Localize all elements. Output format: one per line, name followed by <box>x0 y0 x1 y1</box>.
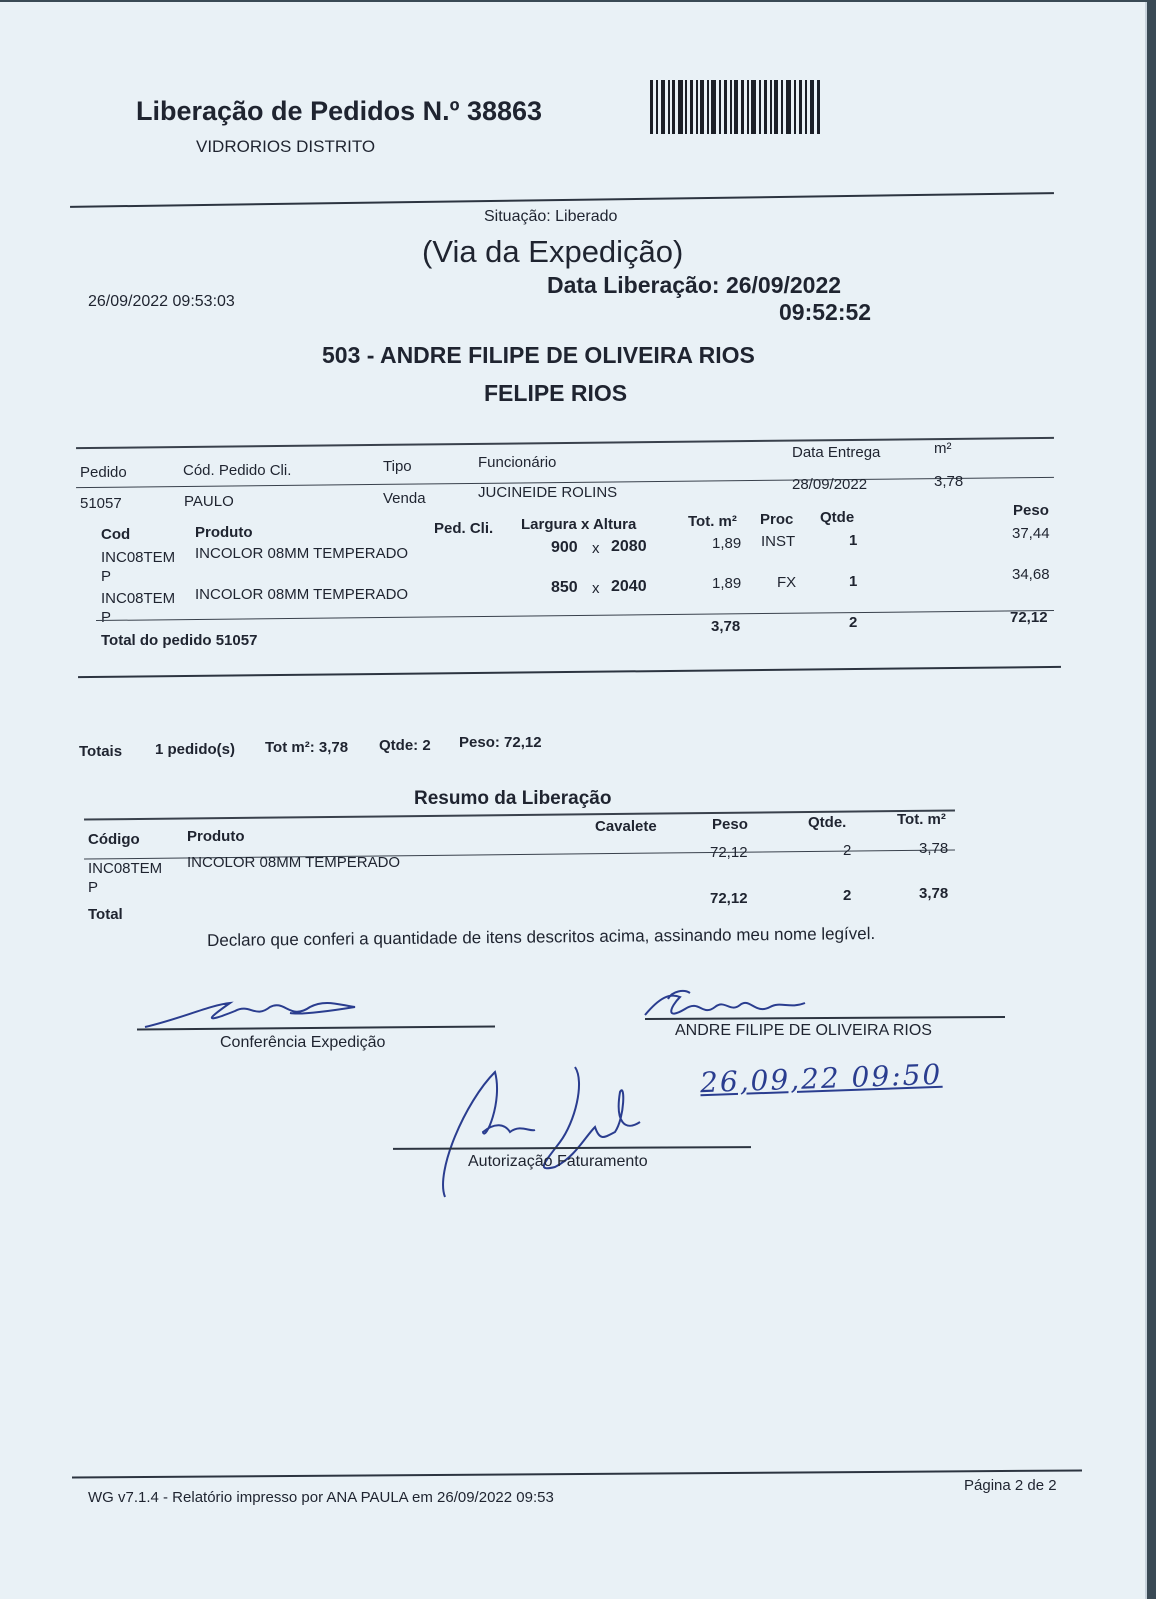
totals-peso: Peso: 72,12 <box>459 734 542 751</box>
order-col-tipo: Tipo <box>383 458 412 475</box>
totals-qtde: Qtde: 2 <box>379 737 431 754</box>
items-col-ped-cli: Ped. Cli. <box>434 520 494 537</box>
item-1-peso: 37,44 <box>1012 525 1050 542</box>
item-2-cod-cont: P <box>101 609 112 626</box>
order-m2-value: 3,78 <box>934 473 964 490</box>
order-top-rule <box>76 437 1054 449</box>
order-total-label: Total do pedido 51057 <box>101 632 258 649</box>
item-2-x: x <box>592 580 600 597</box>
document-page <box>0 2 1147 1599</box>
summary-col-qtde: Qtde. <box>808 814 847 831</box>
order-cod-cli-value: PAULO <box>184 493 234 510</box>
summary-col-peso: Peso <box>712 816 748 833</box>
item-2-produto: INCOLOR 08MM TEMPERADO <box>195 586 409 603</box>
item-1-qtde: 1 <box>849 532 858 549</box>
document-title: Liberação de Pedidos N.º 38863 <box>136 96 543 126</box>
summary-col-cavalete: Cavalete <box>595 818 657 835</box>
footer-printed-by: WG v7.1.4 - Relatório impresso por ANA PAULA em 26/09/2022 09:53 <box>88 1489 554 1506</box>
summary-col-produto: Produto <box>187 828 245 845</box>
item-2-cod: INC08TEM <box>101 590 176 607</box>
summary-row-qtde: 2 <box>843 842 852 859</box>
signature-label-expedicao: Conferência Expedição <box>220 1034 386 1051</box>
items-col-produto: Produto <box>195 524 253 541</box>
summary-row-codigo: INC08TEM <box>88 860 163 877</box>
client-short-name: FELIPE RIOS <box>484 380 628 406</box>
items-col-tot-m2: Tot. m² <box>688 513 737 530</box>
handwritten-date: 26,09,22 09:50 <box>699 1057 943 1100</box>
order-col-pedido: Pedido <box>80 464 127 481</box>
page-number: Página 2 de 2 <box>964 1477 1057 1494</box>
order-col-cod-pedido-cli: Cód. Pedido Cli. <box>183 462 292 479</box>
item-1-x: x <box>592 540 600 557</box>
items-total-rule <box>96 610 1054 621</box>
client-signature-name: ANDRE FILIPE DE OLIVEIRA RIOS <box>675 1022 932 1039</box>
order-col-data-entrega: Data Entrega <box>792 444 881 461</box>
item-2-tot-m2: 1,89 <box>712 575 742 592</box>
order-data-entrega-value: 28/09/2022 <box>792 476 868 493</box>
totals-label: Totais <box>79 743 123 760</box>
summary-row-codigo-cont: P <box>88 879 99 896</box>
release-date: Data Liberação: 26/09/2022 <box>547 272 842 298</box>
status-label: Situação: Liberado <box>484 208 618 225</box>
items-col-qtde: Qtde <box>820 509 855 526</box>
items-col-peso: Peso <box>1013 502 1049 519</box>
barcode-icon <box>650 80 822 134</box>
footer-rule <box>72 1469 1082 1478</box>
summary-title: Resumo da Liberação <box>414 788 612 809</box>
item-2-peso: 34,68 <box>1012 566 1050 583</box>
order-bottom-rule <box>78 666 1061 678</box>
item-2-altura: 2040 <box>611 578 647 595</box>
totals-pedidos: 1 pedido(s) <box>155 741 236 758</box>
company-name: VIDRORIOS DISTRITO <box>196 137 376 156</box>
declaration-text: Declaro que conferi a quantidade de itens descritos acima, assinando meu nome legível. <box>207 924 876 950</box>
handwritten-signature-faturamento <box>425 1062 655 1202</box>
header-divider <box>70 192 1054 208</box>
summary-col-codigo: Código <box>88 831 140 848</box>
order-col-funcionario: Funcionário <box>478 454 557 471</box>
via-label: (Via da Expedição) <box>422 234 684 269</box>
item-2-largura: 850 <box>551 579 578 596</box>
item-1-cod-cont: P <box>101 568 112 585</box>
order-pedido-value: 51057 <box>80 495 122 512</box>
order-total-qtde: 2 <box>849 614 858 631</box>
release-time: 09:52:52 <box>779 299 872 325</box>
summary-row-tot-m2: 3,78 <box>919 840 949 857</box>
items-col-largura-altura: Largura x Altura <box>521 516 637 533</box>
items-col-proc: Proc <box>760 511 794 528</box>
printed-datetime: 26/09/2022 09:53:03 <box>88 293 235 310</box>
summary-row-peso: 72,12 <box>710 844 748 861</box>
item-1-altura: 2080 <box>611 538 647 555</box>
summary-total-label: Total <box>88 906 123 923</box>
items-col-cod: Cod <box>101 526 131 543</box>
item-1-produto: INCOLOR 08MM TEMPERADO <box>195 545 409 562</box>
signature-label-faturamento: Autorização Faturamento <box>468 1153 648 1170</box>
item-1-proc: INST <box>761 533 796 550</box>
item-2-proc: FX <box>777 574 797 591</box>
client-name: 503 - ANDRE FILIPE DE OLIVEIRA RIOS <box>322 342 755 368</box>
item-1-cod: INC08TEM <box>101 549 176 566</box>
order-col-m2: m² <box>934 440 952 457</box>
item-1-largura: 900 <box>551 539 578 556</box>
summary-row-produto: INCOLOR 08MM TEMPERADO <box>187 854 401 871</box>
totals-tot-m2: Tot m²: 3,78 <box>265 739 349 756</box>
order-total-m2: 3,78 <box>711 618 741 635</box>
summary-col-tot-m2: Tot. m² <box>897 811 946 828</box>
summary-total-tot-m2: 3,78 <box>919 885 949 902</box>
summary-total-peso: 72,12 <box>710 890 748 907</box>
item-1-tot-m2: 1,89 <box>712 535 742 552</box>
item-2-qtde: 1 <box>849 573 858 590</box>
order-total-peso: 72,12 <box>1010 609 1048 626</box>
order-funcionario-value: JUCINEIDE ROLINS <box>478 484 618 501</box>
order-tipo-value: Venda <box>383 490 426 507</box>
summary-total-qtde: 2 <box>843 887 852 904</box>
